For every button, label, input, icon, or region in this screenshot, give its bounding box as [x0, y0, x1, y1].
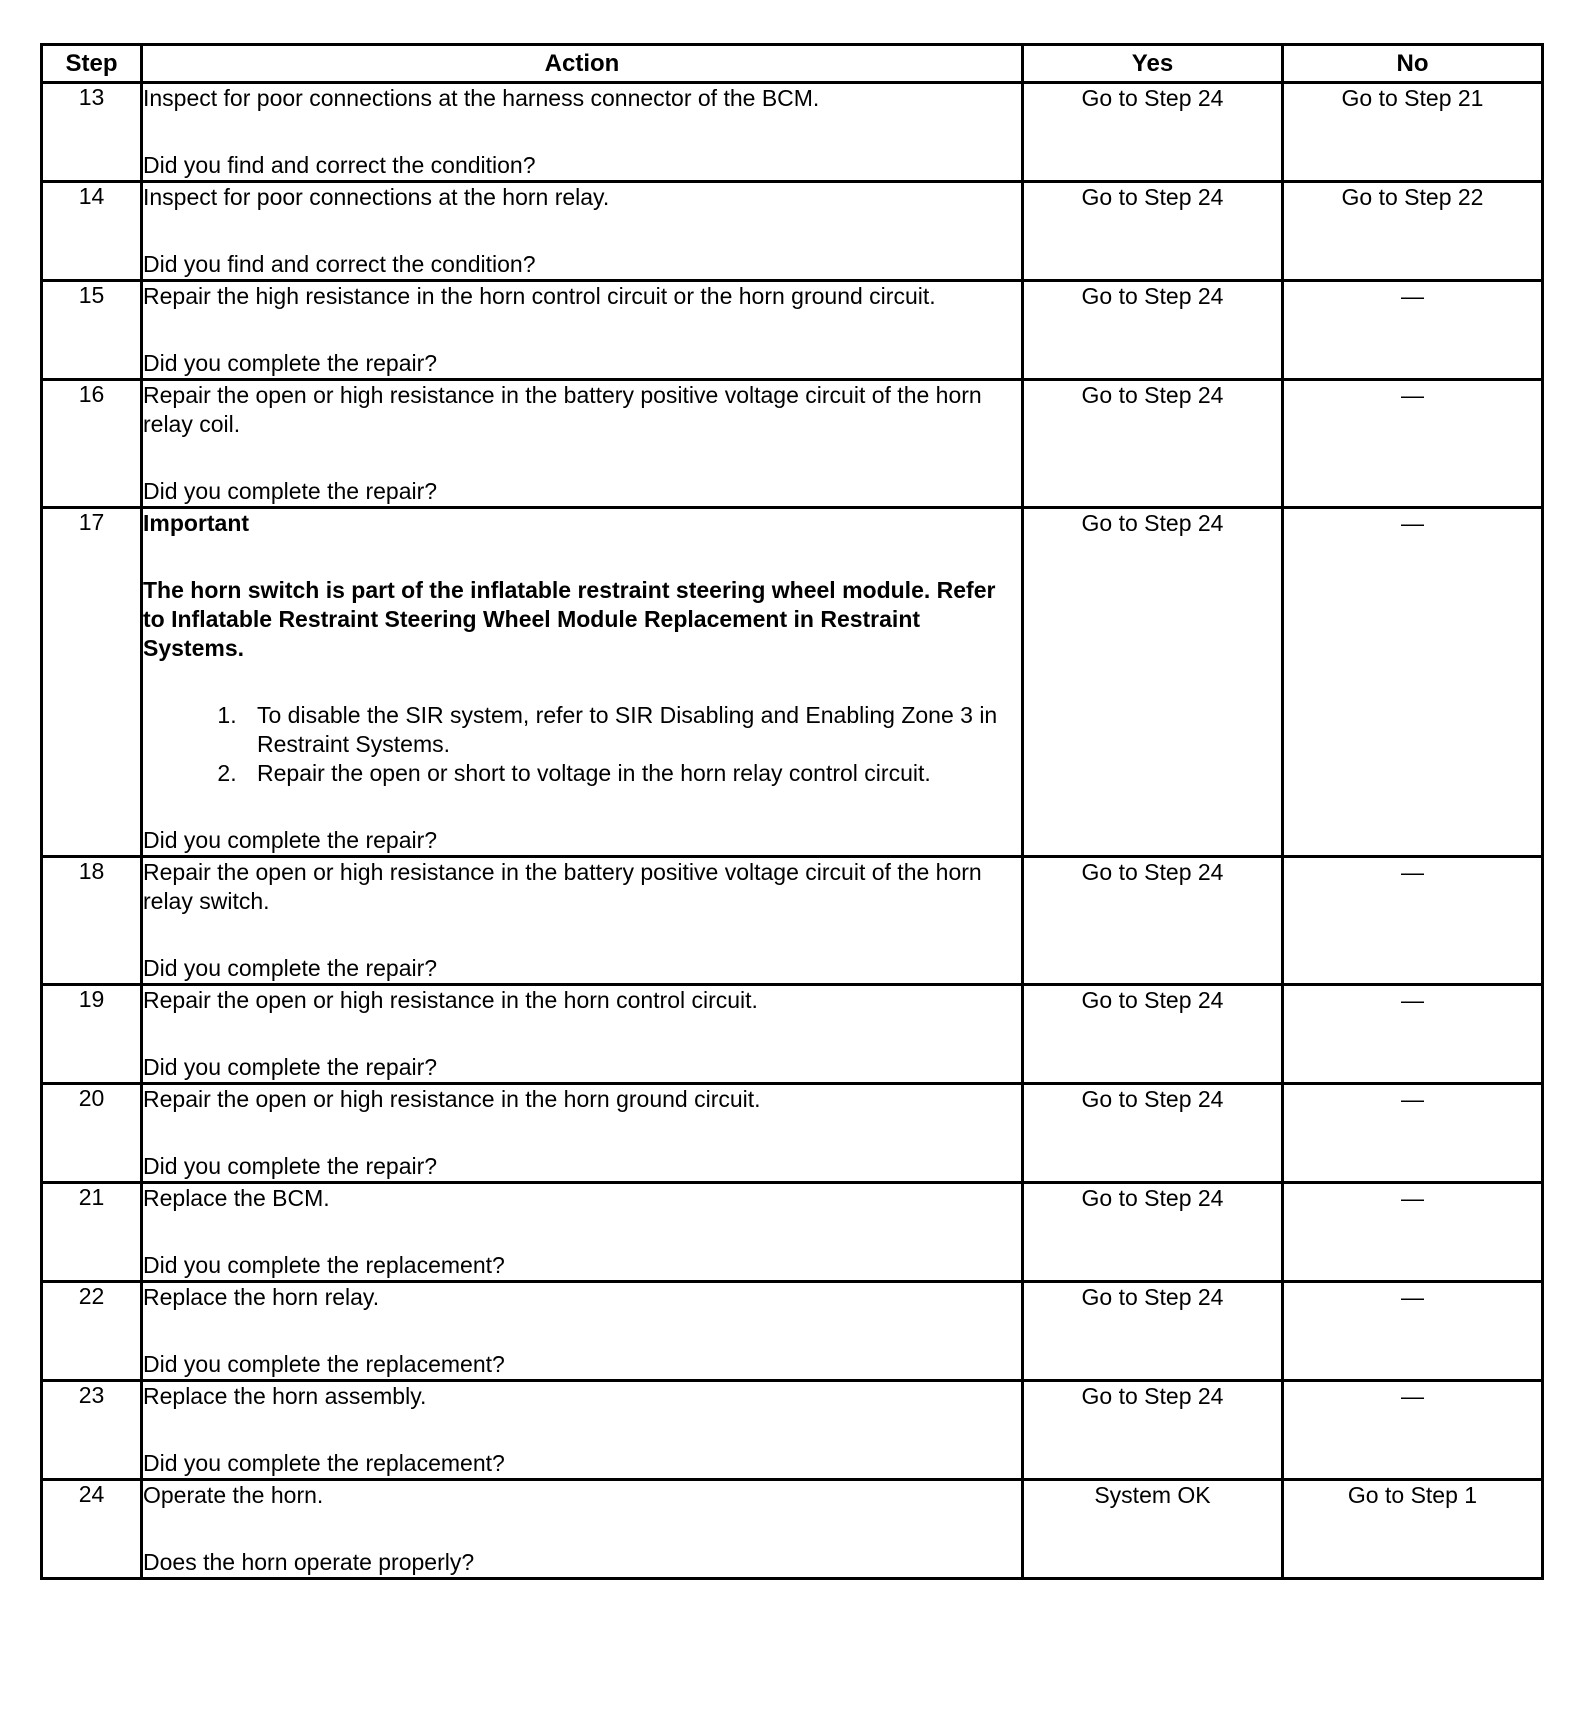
no-result: — — [1283, 857, 1543, 985]
list-item: 1. To disable the SIR system, refer to SIR Disabling and Enabling Zone 3 in Restraint Systems. — [243, 701, 1021, 759]
yes-result: Go to Step 24 — [1023, 1282, 1283, 1381]
header-yes: Yes — [1023, 45, 1283, 83]
yes-result: Go to Step 24 — [1023, 281, 1283, 380]
no-result: Go to Step 1 — [1283, 1480, 1543, 1579]
instruction-text: Operate the horn. — [143, 1482, 324, 1508]
table-row — [42, 1282, 1543, 1381]
no-result: — — [1283, 1183, 1543, 1282]
yes-result: Go to Step 24 — [1023, 83, 1283, 182]
step-number: 22 — [42, 1282, 142, 1381]
instruction-text: Repair the open or high resistance in the battery positive voltage circuit of the horn relay switch. — [143, 859, 982, 914]
instruction-text: Inspect for poor connections at the horn relay. — [143, 184, 610, 210]
yes-result: Go to Step 24 — [1023, 857, 1283, 985]
step-number: 17 — [42, 508, 142, 857]
step-number: 21 — [42, 1183, 142, 1282]
step-number: 18 — [42, 857, 142, 985]
table-row — [42, 985, 1543, 1084]
step-number: 20 — [42, 1084, 142, 1183]
list-item: 2. Repair the open or short to voltage in the horn relay control circuit. — [243, 759, 1021, 788]
instruction-text: Repair the open or high resistance in the battery positive voltage circuit of the horn relay coil. — [143, 382, 982, 437]
yes-result: Go to Step 24 — [1023, 182, 1283, 281]
action-cell — [142, 83, 1023, 182]
action-cell — [142, 182, 1023, 281]
no-result: — — [1283, 508, 1543, 857]
instruction-text: Inspect for poor connections at the harness connector of the BCM. — [143, 85, 820, 111]
instruction-text: Replace the horn relay. — [143, 1284, 380, 1310]
header-step: Step — [42, 45, 142, 83]
step-number: 24 — [42, 1480, 142, 1579]
no-result: — — [1283, 1084, 1543, 1183]
step-number: 14 — [42, 182, 142, 281]
yes-result: Go to Step 24 — [1023, 1183, 1283, 1282]
action-cell — [142, 1381, 1023, 1480]
header-no: No — [1283, 45, 1543, 83]
header-action: Action — [142, 45, 1023, 83]
table-row — [42, 857, 1543, 985]
question-text: Did you find and correct the condition? — [143, 152, 536, 178]
table-row — [42, 380, 1543, 508]
no-result: — — [1283, 380, 1543, 508]
no-result: — — [1283, 1282, 1543, 1381]
no-result: Go to Step 22 — [1283, 182, 1543, 281]
action-cell — [142, 281, 1023, 380]
diagnostic-table — [40, 43, 1544, 1580]
table-row — [42, 1480, 1543, 1579]
instruction-text: Repair the high resistance in the horn control circuit or the horn ground circuit. — [143, 283, 936, 309]
no-result: — — [1283, 1381, 1543, 1480]
instruction-text: Repair the open or high resistance in the horn control circuit. — [143, 987, 758, 1013]
question-text: Did you complete the replacement? — [143, 1252, 505, 1278]
action-cell — [142, 985, 1023, 1084]
table-row — [42, 281, 1543, 380]
yes-result: Go to Step 24 — [1023, 380, 1283, 508]
no-result: — — [1283, 985, 1543, 1084]
question-text: Did you complete the repair? — [143, 350, 438, 376]
question-text: Did you complete the replacement? — [143, 1351, 505, 1377]
yes-result: Go to Step 24 — [1023, 985, 1283, 1084]
instruction-text: Replace the BCM. — [143, 1185, 330, 1211]
no-result: — — [1283, 281, 1543, 380]
question-text: Did you find and correct the condition? — [143, 251, 536, 277]
question-text: Did you complete the repair? — [143, 827, 438, 853]
action-cell — [142, 508, 1023, 857]
step-number: 13 — [42, 83, 142, 182]
action-cell — [142, 1084, 1023, 1183]
procedure-list — [143, 701, 1021, 788]
important-note: The horn switch is part of the inflatable restraint steering wheel module. Refer to Inflatable Restraint Steering Wheel Module Replacement in Restraint Systems. — [143, 577, 996, 661]
question-text: Did you complete the repair? — [143, 478, 438, 504]
instruction-text: Repair the open or high resistance in the horn ground circuit. — [143, 1086, 761, 1112]
action-cell — [142, 1480, 1023, 1579]
table-row — [42, 508, 1543, 857]
table-row — [42, 1183, 1543, 1282]
question-text: Did you complete the replacement? — [143, 1450, 505, 1476]
step-number: 15 — [42, 281, 142, 380]
yes-result: Go to Step 24 — [1023, 1084, 1283, 1183]
no-result: Go to Step 21 — [1283, 83, 1543, 182]
step-number: 19 — [42, 985, 142, 1084]
step-number: 23 — [42, 1381, 142, 1480]
action-cell — [142, 380, 1023, 508]
action-cell — [142, 857, 1023, 985]
table-row — [42, 1084, 1543, 1183]
question-text: Did you complete the repair? — [143, 955, 438, 981]
step-number: 16 — [42, 380, 142, 508]
question-text: Did you complete the repair? — [143, 1153, 438, 1179]
question-text: Did you complete the repair? — [143, 1054, 438, 1080]
instruction-text: Replace the horn assembly. — [143, 1383, 427, 1409]
yes-result: System OK — [1023, 1480, 1283, 1579]
action-cell — [142, 1282, 1023, 1381]
table-row — [42, 83, 1543, 182]
action-cell — [142, 1183, 1023, 1282]
yes-result: Go to Step 24 — [1023, 1381, 1283, 1480]
question-text: Does the horn operate properly? — [143, 1549, 475, 1575]
yes-result: Go to Step 24 — [1023, 508, 1283, 857]
table-row — [42, 182, 1543, 281]
header-row — [42, 45, 1543, 83]
table-row — [42, 1381, 1543, 1480]
important-title: Important — [143, 510, 250, 536]
